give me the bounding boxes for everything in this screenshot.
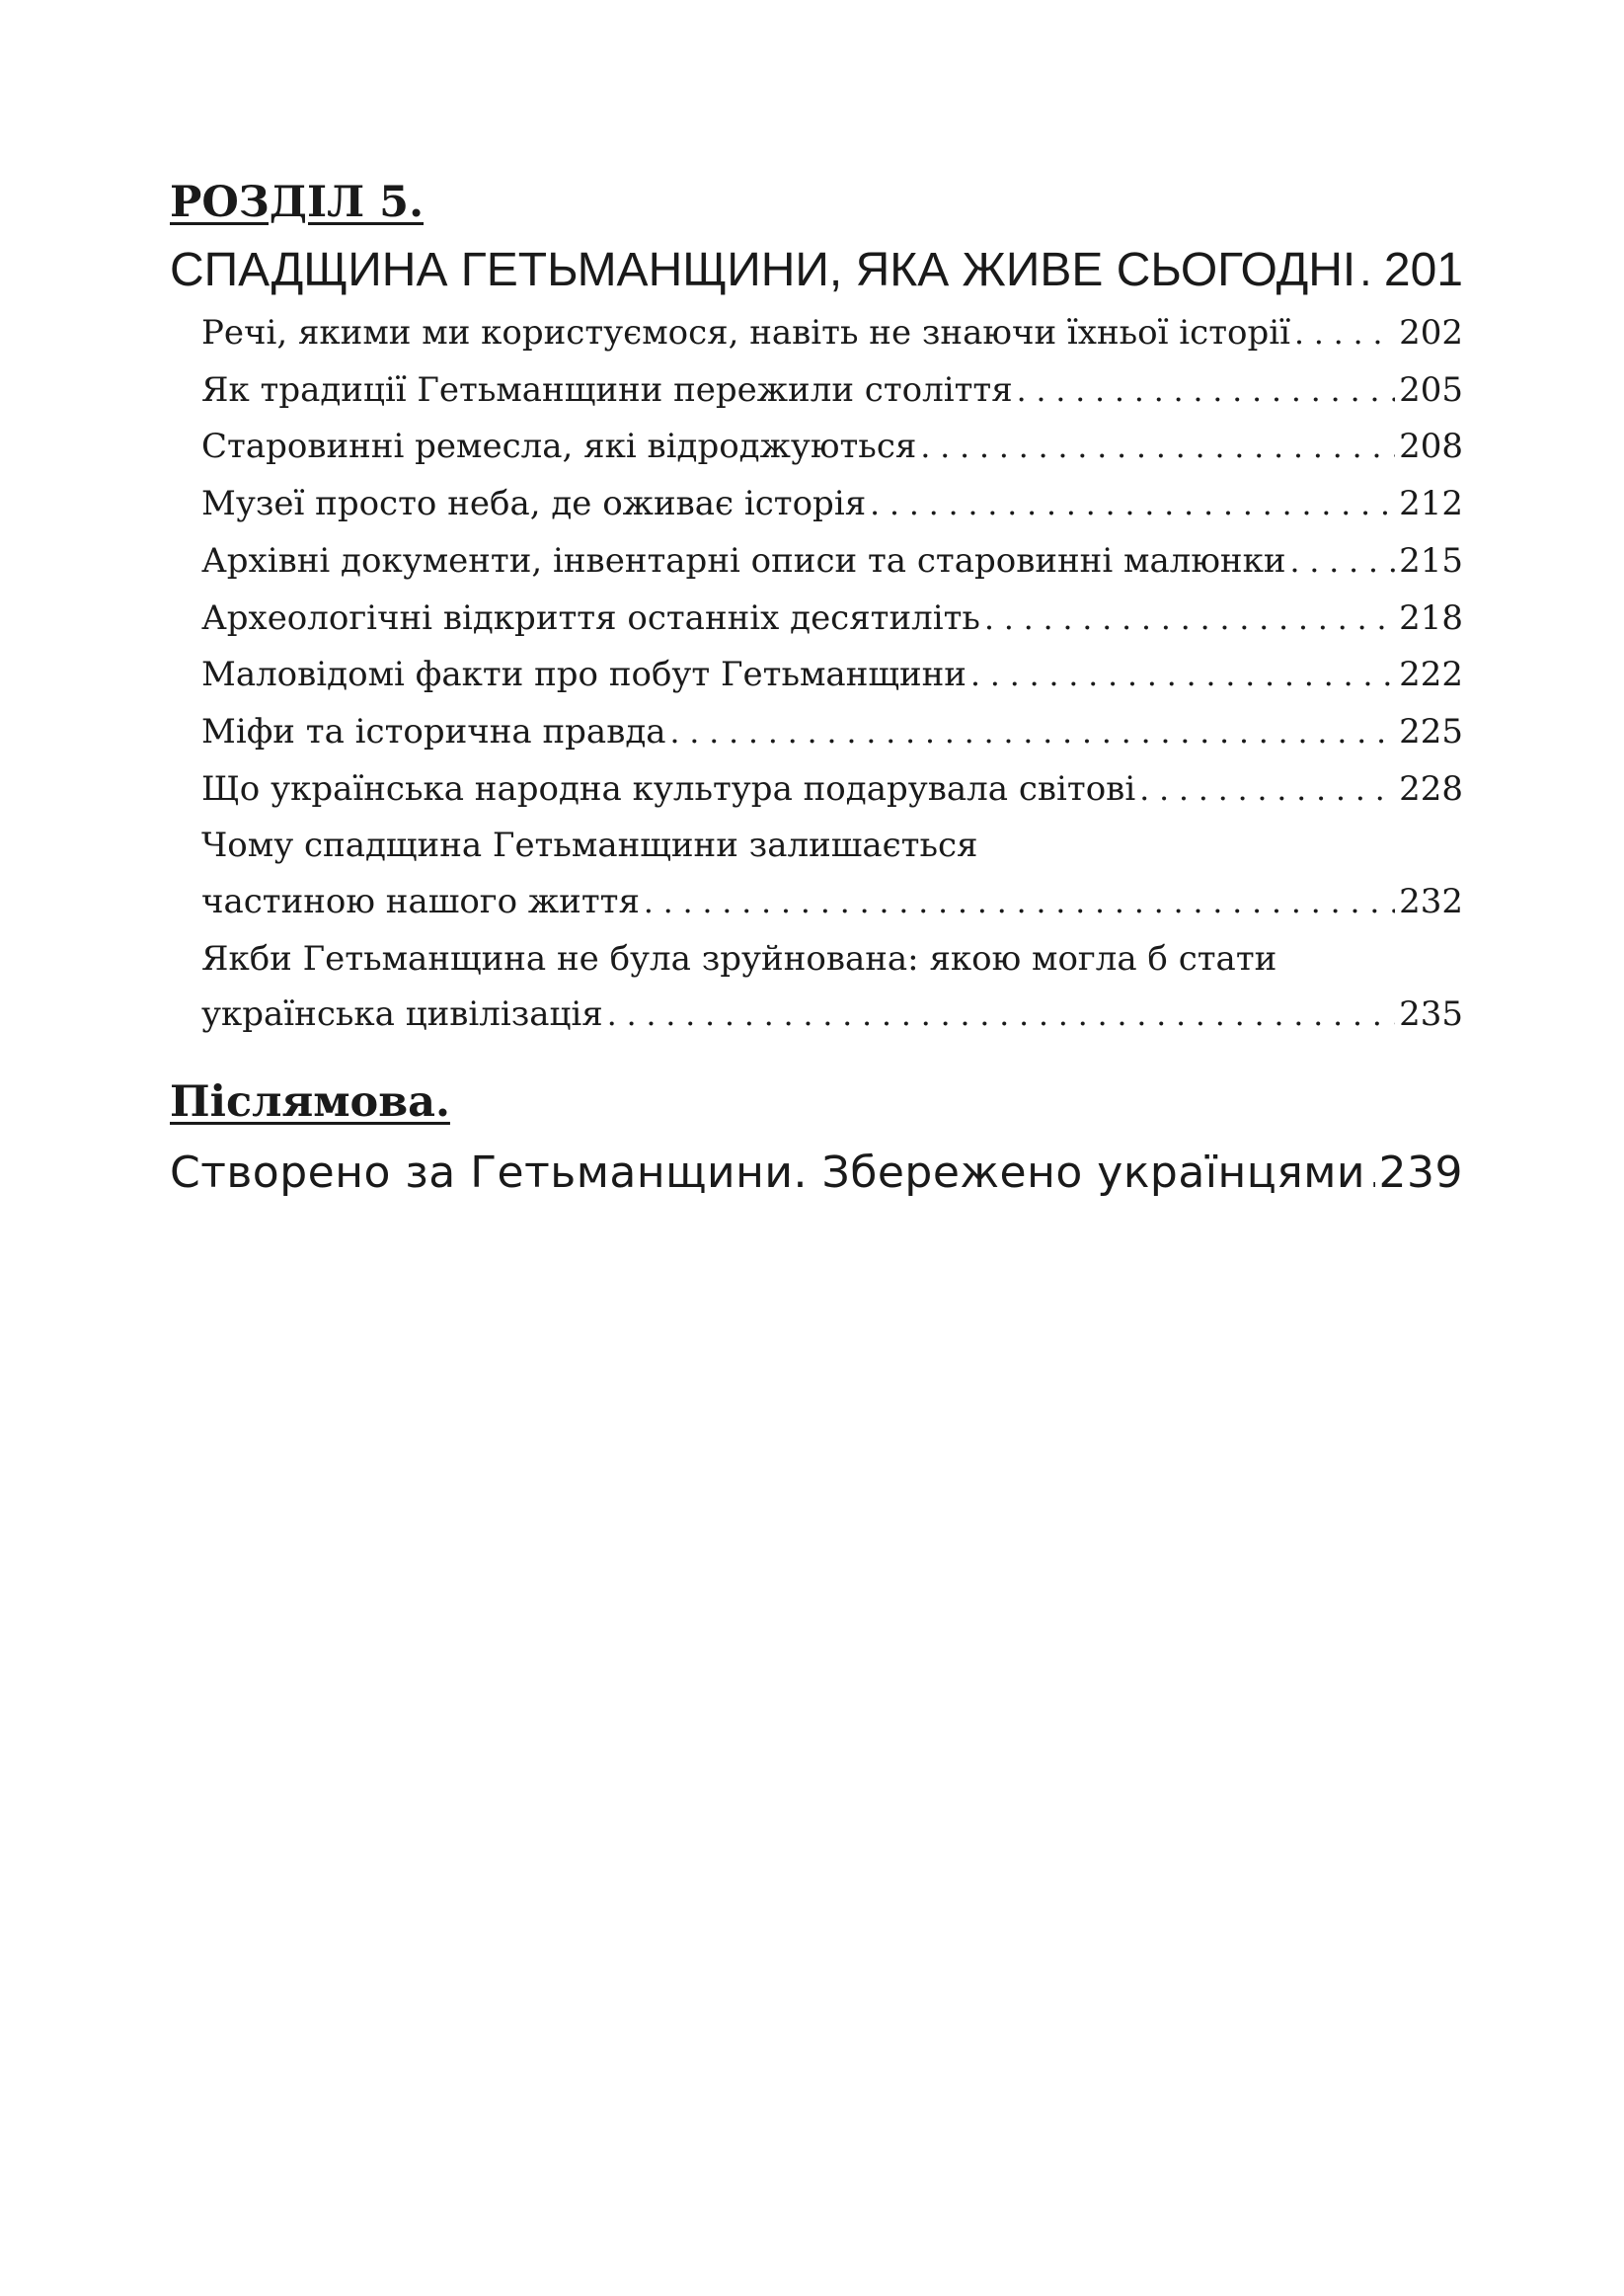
page-number: 208 — [1399, 427, 1463, 467]
entry-title: Міфи та історична правда — [201, 711, 666, 752]
entry-title-line2: українська цивілізація — [201, 994, 603, 1035]
toc-entry[interactable] — [170, 419, 1463, 476]
afterword-title: Створено за Гетьманщини. Збережено українцями — [170, 1148, 1365, 1199]
dot-leader — [607, 988, 1395, 1044]
toc-entry[interactable] — [170, 647, 1463, 704]
dot-leader — [1359, 240, 1380, 303]
entry-title-line2: частиною нашого життя — [201, 882, 640, 922]
entry-last-line — [201, 874, 1463, 931]
page-number: 218 — [1399, 597, 1463, 638]
dot-leader — [1290, 534, 1396, 591]
entry-title: Маловідомі факти про побут Гетьманщини — [201, 655, 967, 695]
toc-entry[interactable] — [170, 476, 1463, 533]
page-number: 228 — [1399, 768, 1463, 809]
page-number: 239 — [1378, 1148, 1463, 1199]
page-number: 222 — [1399, 655, 1463, 695]
toc-entry[interactable] — [170, 533, 1463, 591]
entry-last-line — [201, 987, 1463, 1044]
dot-leader — [970, 648, 1395, 704]
entry-title: Речі, якими ми користуємося, навіть не знаючи їхньої історії — [201, 313, 1290, 353]
dot-leader — [1369, 1143, 1375, 1204]
dot-leader — [644, 875, 1395, 931]
page-number: 212 — [1399, 484, 1463, 524]
page-number: 232 — [1399, 882, 1463, 922]
entry-title-line1: Якби Гетьманщина не була зруйнована: якою могла б стати — [201, 938, 1277, 979]
entry-title: Музеї просто неба, де оживає історія — [201, 484, 867, 524]
chapter-title: СПАДЩИНА ГЕТЬМАНЩИНИ, ЯКА ЖИВЕ СЬОГОДНІ — [170, 244, 1356, 296]
page-number: 205 — [1399, 369, 1463, 410]
toc-entry[interactable] — [170, 704, 1463, 761]
toc-entry[interactable] — [170, 761, 1463, 819]
chapter-title-entry[interactable] — [170, 239, 1463, 303]
page-number: 235 — [1399, 994, 1463, 1035]
toc-entry[interactable] — [170, 362, 1463, 420]
dot-leader — [1294, 306, 1395, 362]
dot-leader — [870, 477, 1395, 533]
afterword-entry[interactable] — [170, 1143, 1463, 1204]
dot-leader — [920, 420, 1395, 476]
dot-leader — [1139, 762, 1395, 819]
entry-title: Що українська народна культура подарувала світові — [201, 768, 1136, 809]
dot-leader — [1017, 363, 1395, 420]
entry-title: Як традиції Гетьманщини пережили століття — [201, 369, 1013, 410]
toc-entry-multiline[interactable] — [170, 818, 1463, 930]
page-number: 202 — [1399, 313, 1463, 353]
page-number: 215 — [1399, 540, 1463, 581]
toc-entry[interactable] — [170, 591, 1463, 648]
entry-title: Археологічні відкриття останніх десятиліть — [201, 597, 980, 638]
entry-title: Архівні документи, інвентарні описи та старовинні малюнки — [201, 540, 1286, 581]
page-number: 225 — [1399, 711, 1463, 752]
section-heading: РОЗДІЛ 5. — [170, 178, 425, 227]
table-of-contents — [170, 174, 1463, 1204]
entry-title-line1: Чому спадщина Гетьманщини залишається — [201, 826, 978, 866]
page-number: 201 — [1383, 244, 1463, 296]
toc-entry[interactable] — [170, 305, 1463, 362]
toc-entry-multiline[interactable] — [170, 931, 1463, 1044]
afterword-heading: Післямова. — [170, 1077, 450, 1128]
dot-leader — [984, 592, 1395, 648]
entry-title: Старовинні ремесла, які відроджуються — [201, 427, 917, 467]
dot-leader — [670, 705, 1396, 761]
